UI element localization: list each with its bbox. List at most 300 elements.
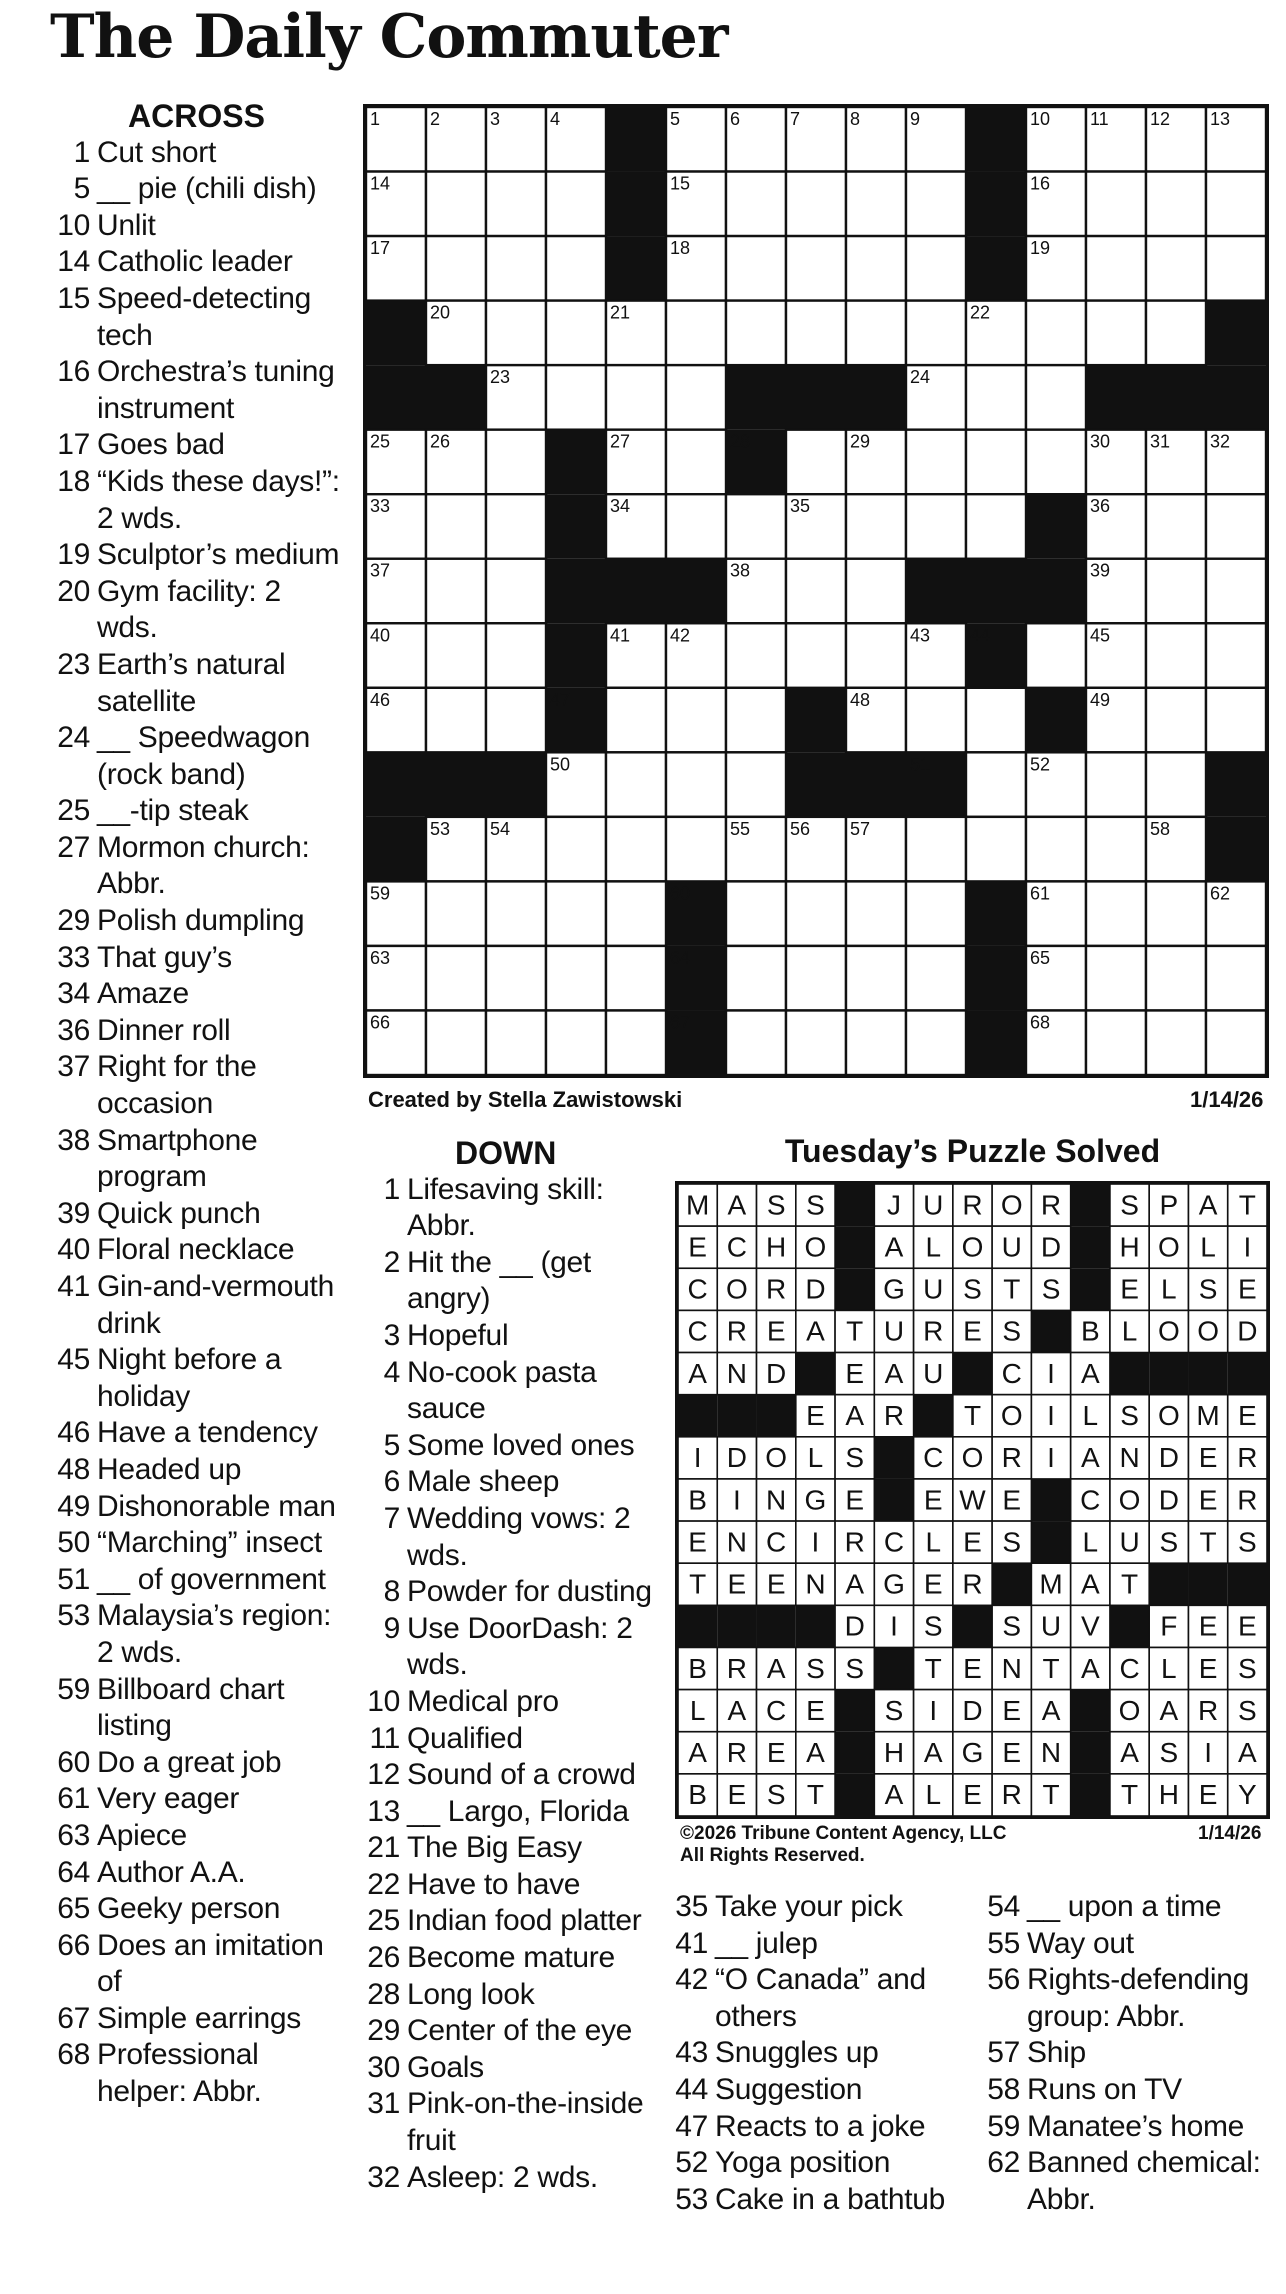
solution-letter: O xyxy=(1157,1231,1180,1263)
clue-number: 59 xyxy=(987,2109,1020,2143)
clue-text: Apiece xyxy=(97,1818,187,1852)
cell-number: 9 xyxy=(910,109,921,129)
black-square xyxy=(1071,1184,1110,1226)
cell-number: 30 xyxy=(1090,431,1111,452)
solution-letter: G xyxy=(804,1484,827,1516)
clue-item xyxy=(360,1464,660,1501)
grid-cell[interactable] xyxy=(1206,236,1266,301)
solution-letter: E xyxy=(766,1315,786,1347)
grid-cell[interactable] xyxy=(666,752,726,817)
solution-letter: E xyxy=(845,1484,865,1516)
grid-cell[interactable] xyxy=(426,881,486,946)
solution-letter: A xyxy=(923,1737,943,1769)
grid-cell[interactable] xyxy=(546,1010,606,1075)
grid-cell[interactable] xyxy=(726,752,786,817)
grid-cell[interactable] xyxy=(786,946,846,1011)
clue-number: 11 xyxy=(369,1721,400,1755)
solution-letter: S xyxy=(806,1189,825,1221)
grid-cell[interactable] xyxy=(426,559,486,624)
clue-number: 67 xyxy=(57,2001,90,2035)
clue-item xyxy=(50,427,340,464)
grid-cell[interactable] xyxy=(486,172,546,237)
grid-cell[interactable] xyxy=(1086,817,1146,882)
cell-number: 65 xyxy=(1030,947,1051,968)
grid-cell[interactable] xyxy=(606,752,666,817)
solution-letter: E xyxy=(963,1526,982,1558)
clue-item xyxy=(50,1562,340,1599)
clue-text: Sculptor’s medium xyxy=(97,538,340,572)
grid-cell[interactable] xyxy=(846,559,906,624)
clue-item xyxy=(668,2109,968,2146)
cell-number: 2 xyxy=(430,109,441,129)
grid-cell[interactable] xyxy=(1026,430,1086,495)
solution-letter: O xyxy=(765,1442,788,1474)
clue-number: 2 xyxy=(383,1245,400,1279)
solution-letter: E xyxy=(1002,1484,1022,1516)
clue-text: Orchestra’s tuning instrument xyxy=(97,355,335,425)
grid-cell[interactable] xyxy=(906,688,966,753)
grid-cell[interactable] xyxy=(846,623,906,688)
grid-cell[interactable] xyxy=(1206,688,1266,753)
cell-number: 41 xyxy=(610,625,631,646)
cell-number: 14 xyxy=(370,173,391,194)
clue-item xyxy=(360,2160,660,2197)
cell-number: 24 xyxy=(910,367,931,388)
solution-letter: R xyxy=(1197,1694,1219,1726)
grid-cell[interactable] xyxy=(726,494,786,559)
grid-cell[interactable] xyxy=(426,1010,486,1075)
grid-cell[interactable] xyxy=(846,236,906,301)
clue-item xyxy=(360,1830,660,1867)
grid-cell[interactable] xyxy=(1206,494,1266,559)
grid-cell[interactable] xyxy=(966,688,1026,753)
solution-letter: S xyxy=(766,1779,786,1811)
solution-letter: T xyxy=(1042,1652,1060,1684)
grid-cell[interactable] xyxy=(786,623,846,688)
grid-cell[interactable] xyxy=(486,430,546,495)
solution-letter: O xyxy=(1118,1484,1141,1516)
grid-cell[interactable] xyxy=(1086,172,1146,237)
grid-cell[interactable] xyxy=(906,817,966,882)
clue-text: __ upon a time xyxy=(1027,1890,1222,1923)
grid-cell[interactable] xyxy=(726,172,786,237)
grid-cell[interactable] xyxy=(786,881,846,946)
clue-text: Does an imitation of xyxy=(97,1928,324,1999)
grid-cell[interactable] xyxy=(666,301,726,366)
solution-letter: A xyxy=(806,1737,825,1769)
black-square xyxy=(666,559,726,624)
black-square xyxy=(1026,559,1086,624)
grid-cell[interactable] xyxy=(846,1010,906,1075)
grid-cell[interactable] xyxy=(1146,559,1206,624)
down-clues-column xyxy=(360,1135,660,2196)
solution-letter: E xyxy=(766,1568,786,1600)
solution-letter: S xyxy=(1002,1610,1022,1642)
clue-number: 66 xyxy=(57,1928,90,1962)
grid-cell[interactable] xyxy=(1086,301,1146,366)
grid-cell[interactable] xyxy=(1206,559,1266,624)
clue-text: Smartphone program xyxy=(97,1123,258,1194)
solution-letter: I xyxy=(1047,1400,1055,1432)
solution-letter: L xyxy=(1121,1315,1138,1347)
grid-cell[interactable] xyxy=(546,172,606,237)
grid-cell[interactable] xyxy=(966,752,1026,817)
clue-number: 58 xyxy=(987,2072,1020,2106)
solution-letter: S xyxy=(845,1442,865,1474)
solution-letter: A xyxy=(1080,1357,1100,1389)
grid-cell[interactable] xyxy=(606,946,666,1011)
grid-cell[interactable] xyxy=(1086,946,1146,1011)
clue-item xyxy=(50,903,340,940)
black-square xyxy=(717,1605,756,1647)
black-square xyxy=(366,817,426,882)
clue-item xyxy=(360,1574,660,1611)
clue-item xyxy=(360,2013,660,2050)
grid-cell[interactable] xyxy=(546,236,606,301)
grid-cell[interactable] xyxy=(1026,301,1086,366)
solution-letter: S xyxy=(1002,1315,1022,1347)
black-square xyxy=(835,1690,874,1732)
grid-cell[interactable] xyxy=(726,301,786,366)
solution-letter: A xyxy=(1238,1737,1257,1769)
black-square xyxy=(1071,1774,1110,1816)
solution-letter: S xyxy=(1238,1694,1257,1726)
clue-item xyxy=(980,1889,1280,1926)
grid-cell[interactable] xyxy=(486,1010,546,1075)
grid-cell[interactable] xyxy=(726,1010,786,1075)
grid-cell[interactable] xyxy=(1026,817,1086,882)
clue-number: 47 xyxy=(675,2109,708,2143)
crossword-grid[interactable] xyxy=(363,104,1269,1078)
solution-letter: V xyxy=(1080,1610,1100,1642)
grid-cell[interactable] xyxy=(906,172,966,237)
solution-letter: E xyxy=(1120,1273,1139,1305)
solution-title: Tuesday’s Puzzle Solved xyxy=(784,1133,1161,1169)
solution-letter: T xyxy=(846,1315,864,1347)
grid-cell[interactable] xyxy=(726,688,786,753)
grid-cell[interactable] xyxy=(1026,623,1086,688)
solution-letter: S xyxy=(1120,1189,1139,1221)
clue-item xyxy=(50,1013,340,1050)
grid-cell[interactable] xyxy=(606,688,666,753)
clue-number: 8 xyxy=(383,1575,400,1609)
solution-letter: F xyxy=(1160,1610,1178,1642)
black-square xyxy=(992,1563,1031,1605)
cell-number: 44 xyxy=(970,625,991,646)
grid-cell[interactable] xyxy=(786,172,846,237)
cell-number: 58 xyxy=(1150,818,1171,839)
clue-text: Sound of a crowd xyxy=(407,1758,636,1792)
grid-cell[interactable] xyxy=(726,236,786,301)
clue-text: Banned chemical: Abbr. xyxy=(1027,2146,1261,2216)
grid-cell[interactable] xyxy=(546,365,606,430)
grid-cell[interactable] xyxy=(846,494,906,559)
grid-cell[interactable] xyxy=(426,236,486,301)
grid-cell[interactable] xyxy=(906,1010,966,1075)
clue-number: 50 xyxy=(57,1526,90,1560)
clue-item xyxy=(668,1889,968,1926)
clue-item xyxy=(50,1745,340,1782)
solution-letter: D xyxy=(1158,1442,1179,1474)
solution-letter: C xyxy=(1119,1652,1140,1684)
clue-number: 44 xyxy=(675,2072,708,2106)
grid-cell[interactable] xyxy=(1026,365,1086,430)
grid-cell[interactable] xyxy=(786,301,846,366)
black-square xyxy=(953,1605,992,1647)
grid-cell[interactable] xyxy=(606,1010,666,1075)
grid-cell[interactable] xyxy=(906,881,966,946)
black-square xyxy=(786,688,846,753)
solution-letter: R xyxy=(923,1315,944,1347)
solution-letter: L xyxy=(925,1526,942,1558)
cell-number: 50 xyxy=(550,754,571,775)
clue-text: “O Canada” and others xyxy=(715,1963,926,2033)
clue-item xyxy=(50,1452,340,1489)
grid-cell[interactable] xyxy=(966,430,1026,495)
grid-cell[interactable] xyxy=(666,688,726,753)
clue-item xyxy=(50,1269,340,1342)
grid-cell[interactable] xyxy=(1146,881,1206,946)
grid-cell[interactable] xyxy=(1206,623,1266,688)
grid-cell[interactable] xyxy=(486,688,546,753)
clue-text: Long look xyxy=(407,1977,535,2011)
clue-item xyxy=(50,720,340,793)
clue-item xyxy=(50,1123,340,1196)
black-square xyxy=(874,1647,913,1689)
clue-text: Professional helper: Abbr. xyxy=(97,2038,262,2109)
solution-letter: E xyxy=(845,1357,865,1389)
solution-letter: N xyxy=(1001,1652,1022,1684)
solution-letter: O xyxy=(1197,1315,1219,1347)
grid-cell[interactable] xyxy=(1086,752,1146,817)
clue-text: Billboard chart listing xyxy=(97,1672,285,1743)
grid-cell[interactable] xyxy=(786,1010,846,1075)
grid-cell[interactable] xyxy=(906,946,966,1011)
grid-cell[interactable] xyxy=(1146,946,1206,1011)
grid-cell[interactable] xyxy=(966,365,1026,430)
solution-letter: C xyxy=(766,1526,787,1558)
solution-letter: A xyxy=(884,1357,904,1389)
clue-number: 26 xyxy=(367,1941,400,1975)
solution-letter: T xyxy=(924,1652,942,1684)
solution-letter: S xyxy=(1159,1526,1179,1558)
clue-item xyxy=(50,1672,340,1745)
clue-text: The Big Easy xyxy=(407,1831,582,1865)
grid-cell[interactable] xyxy=(606,817,666,882)
clue-item xyxy=(50,793,340,830)
grid-cell[interactable] xyxy=(426,494,486,559)
clue-number: 60 xyxy=(57,1745,90,1779)
grid-cell[interactable] xyxy=(1206,1010,1266,1075)
grid-cell[interactable] xyxy=(786,559,846,624)
grid-cell[interactable] xyxy=(1146,752,1206,817)
solution-letter: O xyxy=(961,1231,984,1263)
cell-number: 27 xyxy=(610,431,631,452)
grid-cell[interactable] xyxy=(1086,236,1146,301)
grid-cell[interactable] xyxy=(546,881,606,946)
grid-cell[interactable] xyxy=(666,494,726,559)
black-square xyxy=(835,1268,874,1310)
grid-cell[interactable] xyxy=(666,817,726,882)
grid-cell[interactable] xyxy=(1146,623,1206,688)
grid-cell[interactable] xyxy=(546,817,606,882)
black-square xyxy=(1071,1732,1110,1774)
grid-cell[interactable] xyxy=(906,430,966,495)
grid-cell[interactable] xyxy=(966,817,1026,882)
grid-cell[interactable] xyxy=(486,236,546,301)
grid-cell[interactable] xyxy=(1146,236,1206,301)
grid-cell[interactable] xyxy=(726,946,786,1011)
solution-letter: T xyxy=(689,1568,707,1600)
grid-cell[interactable] xyxy=(1206,946,1266,1011)
clue-text: Powder for dusting xyxy=(407,1575,652,1609)
cell-number: 11 xyxy=(1090,109,1109,129)
cell-number: 40 xyxy=(370,625,391,646)
grid-cell[interactable] xyxy=(906,301,966,366)
solution-letter: A xyxy=(766,1652,786,1684)
solution-letter: A xyxy=(727,1694,747,1726)
grid-cell[interactable] xyxy=(786,236,846,301)
solution-letter: O xyxy=(961,1442,984,1474)
black-square xyxy=(717,1395,756,1437)
grid-cell[interactable] xyxy=(1086,881,1146,946)
clue-item xyxy=(668,1926,968,1963)
grid-cell[interactable] xyxy=(846,946,906,1011)
grid-cell[interactable] xyxy=(486,301,546,366)
solution-letter: L xyxy=(1161,1652,1177,1684)
grid-cell[interactable] xyxy=(666,430,726,495)
clue-number: 25 xyxy=(367,1904,400,1938)
black-square xyxy=(1206,752,1266,817)
cell-number: 64 xyxy=(670,947,691,968)
clue-number: 7 xyxy=(383,1501,400,1535)
black-square xyxy=(1206,817,1266,882)
grid-cell[interactable] xyxy=(1206,172,1266,237)
cell-number: 8 xyxy=(850,109,861,129)
grid-cell[interactable] xyxy=(486,623,546,688)
solution-letter: L xyxy=(1082,1526,1099,1558)
black-square xyxy=(786,752,846,817)
grid-cell[interactable] xyxy=(426,623,486,688)
grid-cell[interactable] xyxy=(426,688,486,753)
grid-cell[interactable] xyxy=(486,559,546,624)
black-square xyxy=(966,172,1026,237)
clue-text: __ julep xyxy=(715,1926,818,1960)
cell-number: 36 xyxy=(1090,496,1111,517)
grid-cell[interactable] xyxy=(426,946,486,1011)
black-square xyxy=(366,365,426,430)
clue-number: 5 xyxy=(73,172,90,206)
grid-cell[interactable] xyxy=(546,301,606,366)
clue-item xyxy=(50,2001,340,2038)
grid-cell[interactable] xyxy=(726,623,786,688)
clue-text: Goals xyxy=(407,2050,484,2084)
grid-cell[interactable] xyxy=(546,946,606,1011)
solution-letter: S xyxy=(806,1652,825,1684)
clue-number: 27 xyxy=(57,830,90,864)
clue-text: Dinner roll xyxy=(97,1013,231,1047)
clue-item xyxy=(50,1928,340,2001)
grid-cell[interactable] xyxy=(606,365,666,430)
grid-cell[interactable] xyxy=(426,172,486,237)
solution-letter: E xyxy=(806,1400,825,1432)
grid-cell[interactable] xyxy=(1146,301,1206,366)
solution-letter: U xyxy=(923,1357,944,1389)
clue-number: 29 xyxy=(367,2014,400,2048)
grid-cell[interactable] xyxy=(1146,172,1206,237)
grid-cell[interactable] xyxy=(906,494,966,559)
clue-text: __-tip steak xyxy=(97,794,249,828)
solution-letter: E xyxy=(963,1652,982,1684)
grid-cell[interactable] xyxy=(1146,688,1206,753)
grid-cell[interactable] xyxy=(846,881,906,946)
solution-letter: S xyxy=(1159,1737,1179,1769)
clue-number: 24 xyxy=(57,721,90,755)
clue-number: 32 xyxy=(367,2160,400,2194)
grid-cell[interactable] xyxy=(1146,1010,1206,1075)
solution-letter: D xyxy=(844,1610,865,1642)
solution-letter: E xyxy=(1002,1737,1022,1769)
grid-cell[interactable] xyxy=(1086,1010,1146,1075)
grid-cell[interactable] xyxy=(486,881,546,946)
grid-cell[interactable] xyxy=(486,946,546,1011)
solution-letter: A xyxy=(688,1737,707,1769)
grid-cell[interactable] xyxy=(846,301,906,366)
black-square xyxy=(966,881,1026,946)
clue-number: 68 xyxy=(57,2038,90,2072)
grid-cell[interactable] xyxy=(966,494,1026,559)
clue-text: Lifesaving skill: Abbr. xyxy=(407,1172,604,1243)
clue-number: 9 xyxy=(383,1611,400,1645)
grid-cell[interactable] xyxy=(726,881,786,946)
clue-number: 40 xyxy=(57,1233,90,1267)
solution-letter: R xyxy=(962,1189,983,1221)
black-square xyxy=(1026,688,1086,753)
black-square xyxy=(1071,1226,1110,1268)
clue-text: Night before a holiday xyxy=(97,1343,282,1413)
solution-letter: W xyxy=(959,1484,986,1516)
solution-letter: R xyxy=(766,1273,787,1305)
clue-text: Geeky person xyxy=(97,1892,281,1926)
clue-number: 63 xyxy=(57,1818,90,1852)
black-square xyxy=(874,1437,913,1479)
solution-letter: D xyxy=(805,1273,826,1305)
grid-cell[interactable] xyxy=(666,365,726,430)
solution-letter: T xyxy=(1003,1273,1021,1305)
grid-cell[interactable] xyxy=(906,236,966,301)
clue-number: 16 xyxy=(57,355,90,389)
clue-text: Quick punch xyxy=(97,1196,261,1230)
grid-cell[interactable] xyxy=(606,881,666,946)
grid-cell[interactable] xyxy=(1146,494,1206,559)
cell-number: 63 xyxy=(370,947,391,968)
grid-cell[interactable] xyxy=(786,430,846,495)
solution-letter: A xyxy=(845,1568,865,1600)
solution-letter: E xyxy=(727,1779,747,1811)
solution-letter: E xyxy=(923,1568,943,1600)
grid-cell[interactable] xyxy=(846,172,906,237)
cell-number: 31 xyxy=(1150,431,1171,452)
clue-text: “Marching” insect xyxy=(97,1526,322,1560)
clue-number: 53 xyxy=(57,1599,90,1633)
black-square xyxy=(846,365,906,430)
solution-letter: E xyxy=(806,1694,825,1726)
grid-cell[interactable] xyxy=(486,494,546,559)
black-square xyxy=(966,559,1026,624)
rights-line: All Rights Reserved. xyxy=(680,1845,865,1866)
clue-number: 59 xyxy=(57,1672,90,1706)
solution-letter: A xyxy=(727,1189,747,1221)
